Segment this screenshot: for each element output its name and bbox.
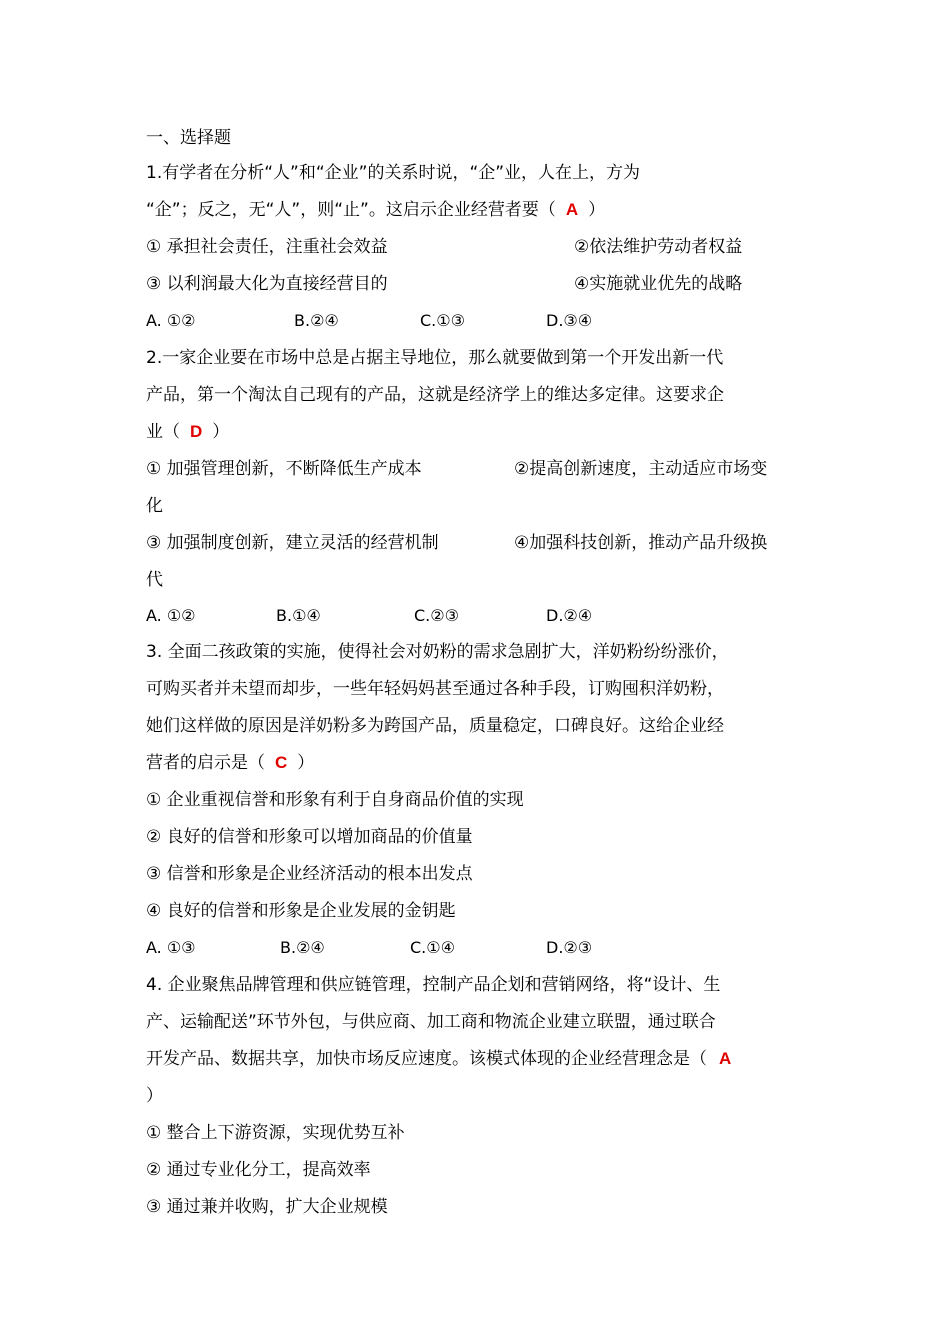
q1-stem-text: “企”；反之，无“人”，则“止”。这启示企业经营者要（	[146, 200, 556, 220]
q2-statement-row-1	[146, 458, 768, 480]
q3-answer: C	[275, 753, 288, 772]
q2-statement-2: ②提高创新速度，主动适应市场变	[514, 459, 768, 479]
q2-statement-3: ③ 加强制度创新，建立灵活的经营机制	[146, 533, 439, 553]
q4-paren-close: ）	[146, 1086, 163, 1106]
q1-answer: A	[565, 200, 579, 219]
q4-answer: A	[719, 1049, 732, 1068]
q3-paren-close: ）	[297, 753, 315, 773]
q1-statement-1: ① 承担社会责任，注重社会效益	[146, 237, 388, 257]
q1-statement-row-2	[146, 273, 743, 295]
q4-stem-line-3	[146, 1048, 731, 1070]
q3-choice-a: A. ①③	[146, 938, 196, 957]
q1-choice-a: A. ①②	[146, 311, 196, 330]
q3-stem-line-4	[146, 752, 314, 774]
q1-paren-close: ）	[588, 200, 606, 220]
q3-stem-text: 营者的启示是（	[146, 753, 265, 773]
q3-statement-2: ② 良好的信誉和形象可以增加商品的价值量	[146, 827, 473, 847]
section-title: 一、选择题	[146, 128, 231, 148]
q3-statement-1: ① 企业重视信誉和形象有利于自身商品价值的实现	[146, 790, 524, 810]
q1-stem-line-1: 1.有学者在分析“人”和“企业”的关系时说，“企”业，人在上，方为	[146, 163, 641, 183]
q3-statement-3: ③ 信誉和形象是企业经济活动的根本出发点	[146, 864, 473, 884]
q2-choice-c: C.②③	[414, 606, 459, 625]
q2-choice-d: D.②④	[546, 606, 593, 625]
q1-choice-b: B.②④	[294, 311, 339, 330]
q2-statement-row-2	[146, 532, 768, 554]
q1-stem-line-2	[146, 199, 605, 221]
q4-statement-3: ③ 通过兼并收购，扩大企业规模	[146, 1197, 388, 1217]
q4-stem-line-2: 产、运输配送”环节外包，与供应商、加工商和物流企业建立联盟，通过联合	[146, 1012, 716, 1032]
q1-statement-row-1	[146, 236, 743, 258]
q1-choice-d: D.③④	[546, 311, 593, 330]
q2-statement-4: ④加强科技创新，推动产品升级换	[514, 533, 768, 553]
q2-answer: D	[190, 422, 203, 441]
q2-paren-close: ）	[212, 422, 230, 442]
q1-statement-4: ④实施就业优先的战略	[574, 274, 743, 294]
q2-stem-line-3	[146, 421, 229, 443]
q3-stem-line-2: 可购买者并未望而却步，一些年轻妈妈甚至通过各种手段，订购囤积洋奶粉，	[146, 679, 724, 699]
q1-statement-2: ②依法维护劳动者权益	[574, 237, 743, 257]
q3-choice-b: B.②④	[280, 938, 325, 957]
q4-statement-1: ① 整合上下游资源，实现优势互补	[146, 1123, 405, 1143]
q2-statement-4-wrap: 代	[146, 570, 163, 590]
q4-stem-text: 开发产品、数据共享，加快市场反应速度。该模式体现的企业经营理念是（	[146, 1049, 707, 1069]
q3-stem-line-3: 她们这样做的原因是洋奶粉多为跨国产品，质量稳定，口碑良好。这给企业经	[146, 716, 724, 736]
q4-stem-line-1: 4. 企业聚焦品牌管理和供应链管理，控制产品企划和营销网络，将“设计、生	[146, 975, 721, 995]
q2-statement-1: ① 加强管理创新，不断降低生产成本	[146, 459, 422, 479]
q3-statement-4: ④ 良好的信誉和形象是企业发展的金钥匙	[146, 901, 456, 921]
q3-choice-c: C.①④	[410, 938, 455, 957]
q2-choice-b: B.①④	[276, 606, 321, 625]
q3-stem-line-1: 3. 全面二孩政策的实施，使得社会对奶粉的需求急剧扩大，洋奶粉纷纷涨价，	[146, 642, 729, 662]
q3-choice-d: D.②③	[546, 938, 593, 957]
q1-statement-3: ③ 以利润最大化为直接经营目的	[146, 274, 388, 294]
q2-stem-text: 业（	[146, 422, 180, 442]
q2-statement-2-wrap: 化	[146, 496, 163, 516]
q2-stem-line-2: 产品，第一个淘汰自己现有的产品，这就是经济学上的维达多定律。这要求企	[146, 385, 724, 405]
q2-stem-line-1: 2.一家企业要在市场中总是占据主导地位，那么就要做到第一个开发出新一代	[146, 348, 724, 368]
q1-choice-c: C.①③	[420, 311, 465, 330]
q2-choice-a: A. ①②	[146, 606, 196, 625]
q4-statement-2: ② 通过专业化分工，提高效率	[146, 1160, 371, 1180]
